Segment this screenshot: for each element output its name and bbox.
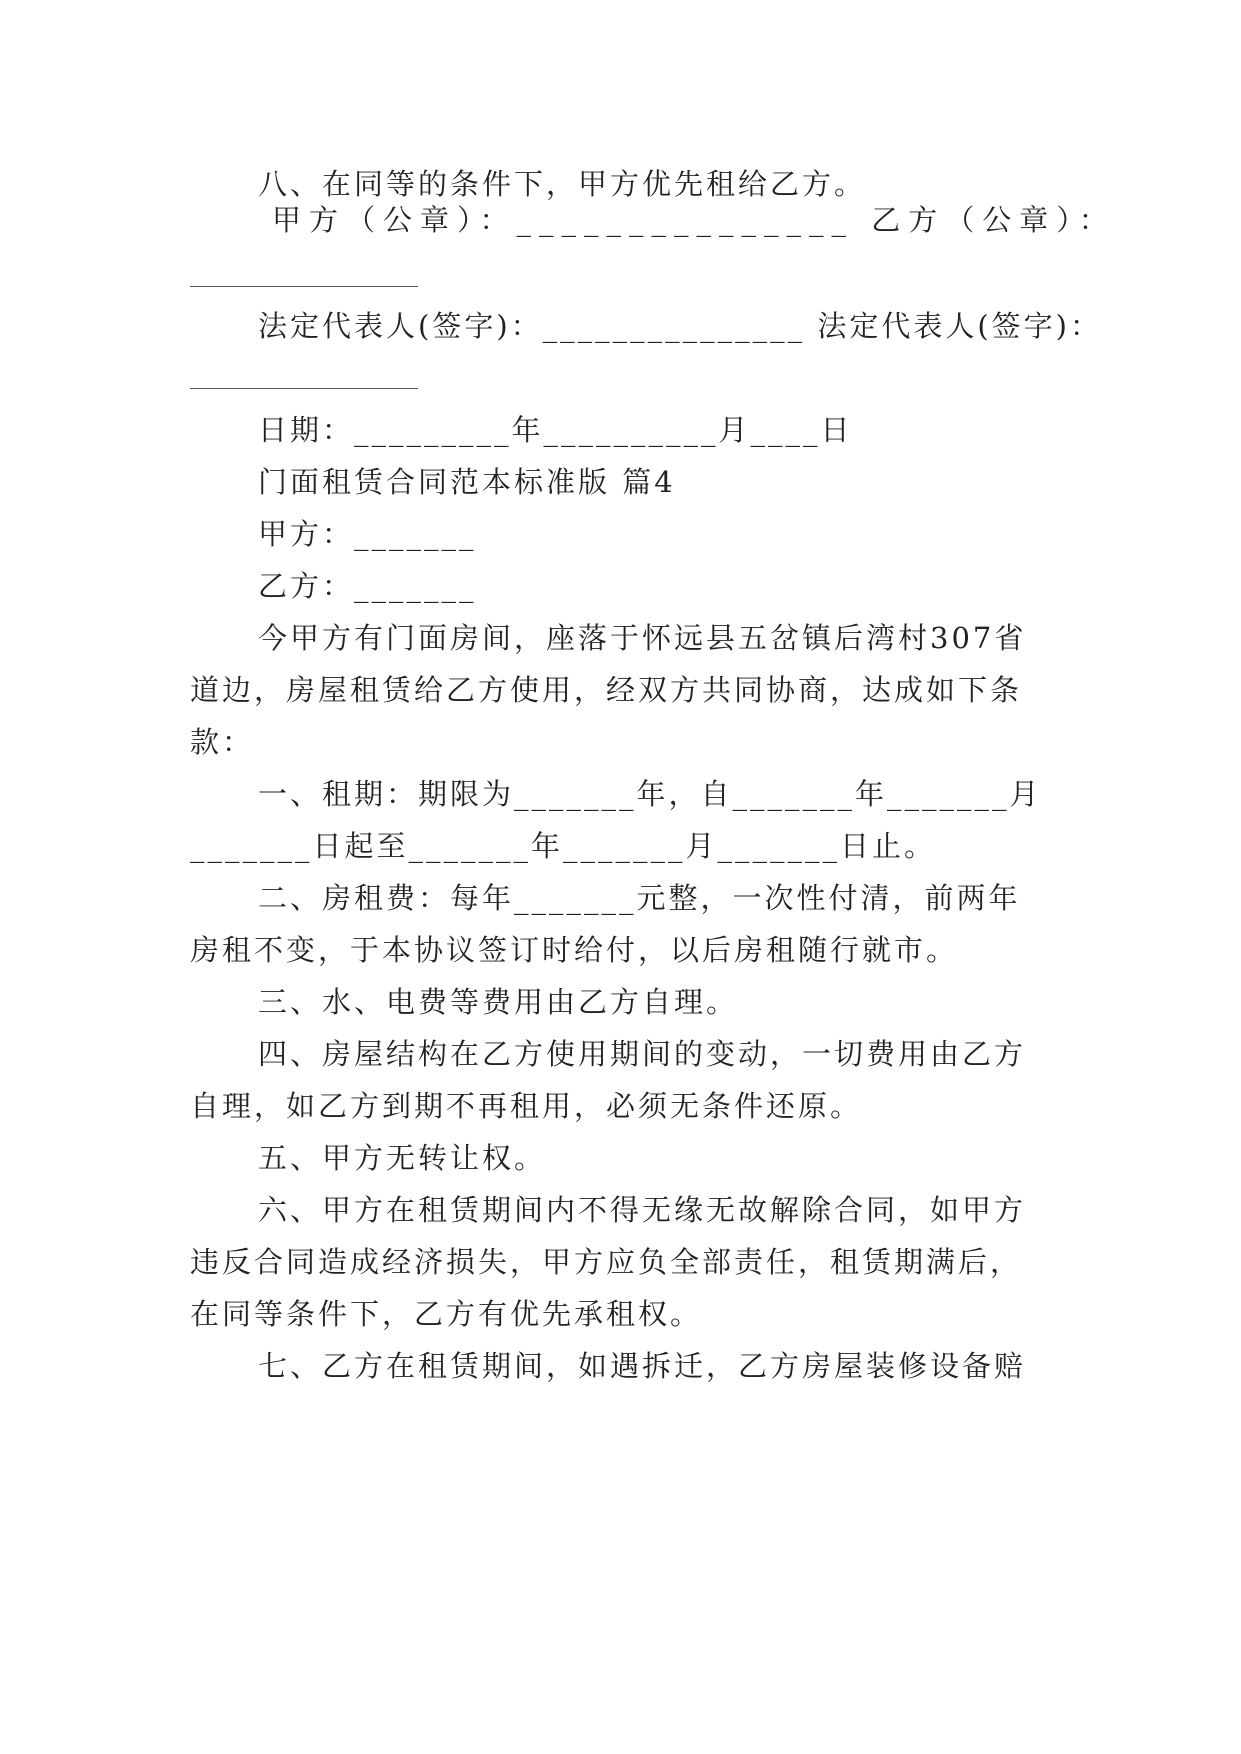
- seal-line: 甲方（公章）：_______________ 乙方（公章）：: [272, 203, 1116, 237]
- clause-1: _______日起至_______年_______月_______日止。: [190, 829, 937, 863]
- signature-line: 法定代表人(签字)：_______________ 法定代表人(签字)：: [258, 309, 1102, 343]
- clause-4: 自理，如乙方到期不再租用，必须无条件还原。: [190, 1089, 863, 1123]
- clause-2: 房租不变，于本协议签订时给付，以后房租随行就市。: [190, 933, 959, 967]
- clause-3: 三、水、电费等费用由乙方自理。: [258, 985, 739, 1019]
- clause-6: 六、甲方在租赁期间内不得无缘无故解除合同，如甲方: [258, 1193, 1027, 1227]
- section-title: 门面租赁合同范本标准版 篇4: [258, 465, 676, 499]
- date-line: 日期：_________年__________月____日: [258, 413, 853, 447]
- clause-5: 五、甲方无转让权。: [258, 1141, 547, 1175]
- party-a-line: 甲方：_______: [258, 517, 477, 551]
- clause-1: 一、租期：期限为_______年，自_______年_______月: [258, 777, 1042, 811]
- blank-rule: [190, 286, 418, 287]
- blank-rule: [190, 388, 418, 389]
- party-b-line: 乙方：_______: [258, 569, 477, 603]
- clause-2: 二、房租费：每年_______元整，一次性付清，前两年: [258, 881, 1021, 915]
- clause-4: 四、房屋结构在乙方使用期间的变动，一切费用由乙方: [258, 1037, 1027, 1071]
- intro-paragraph: 今甲方有门面房间，座落于怀远县五岔镇后湾村307省: [258, 621, 1027, 655]
- clause-6: 违反合同造成经济损失，甲方应负全部责任，租赁期满后，: [190, 1245, 1023, 1279]
- intro-paragraph: 款：: [190, 725, 255, 759]
- intro-paragraph: 道边，房屋租赁给乙方使用，经双方共同协商，达成如下条: [190, 673, 1023, 707]
- clause-7: 七、乙方在租赁期间，如遇拆迁，乙方房屋装修设备赔: [258, 1349, 1027, 1383]
- clause-6: 在同等条件下，乙方有优先承租权。: [190, 1297, 703, 1331]
- clause-8: 八、在同等的条件下，甲方优先租给乙方。: [258, 167, 867, 201]
